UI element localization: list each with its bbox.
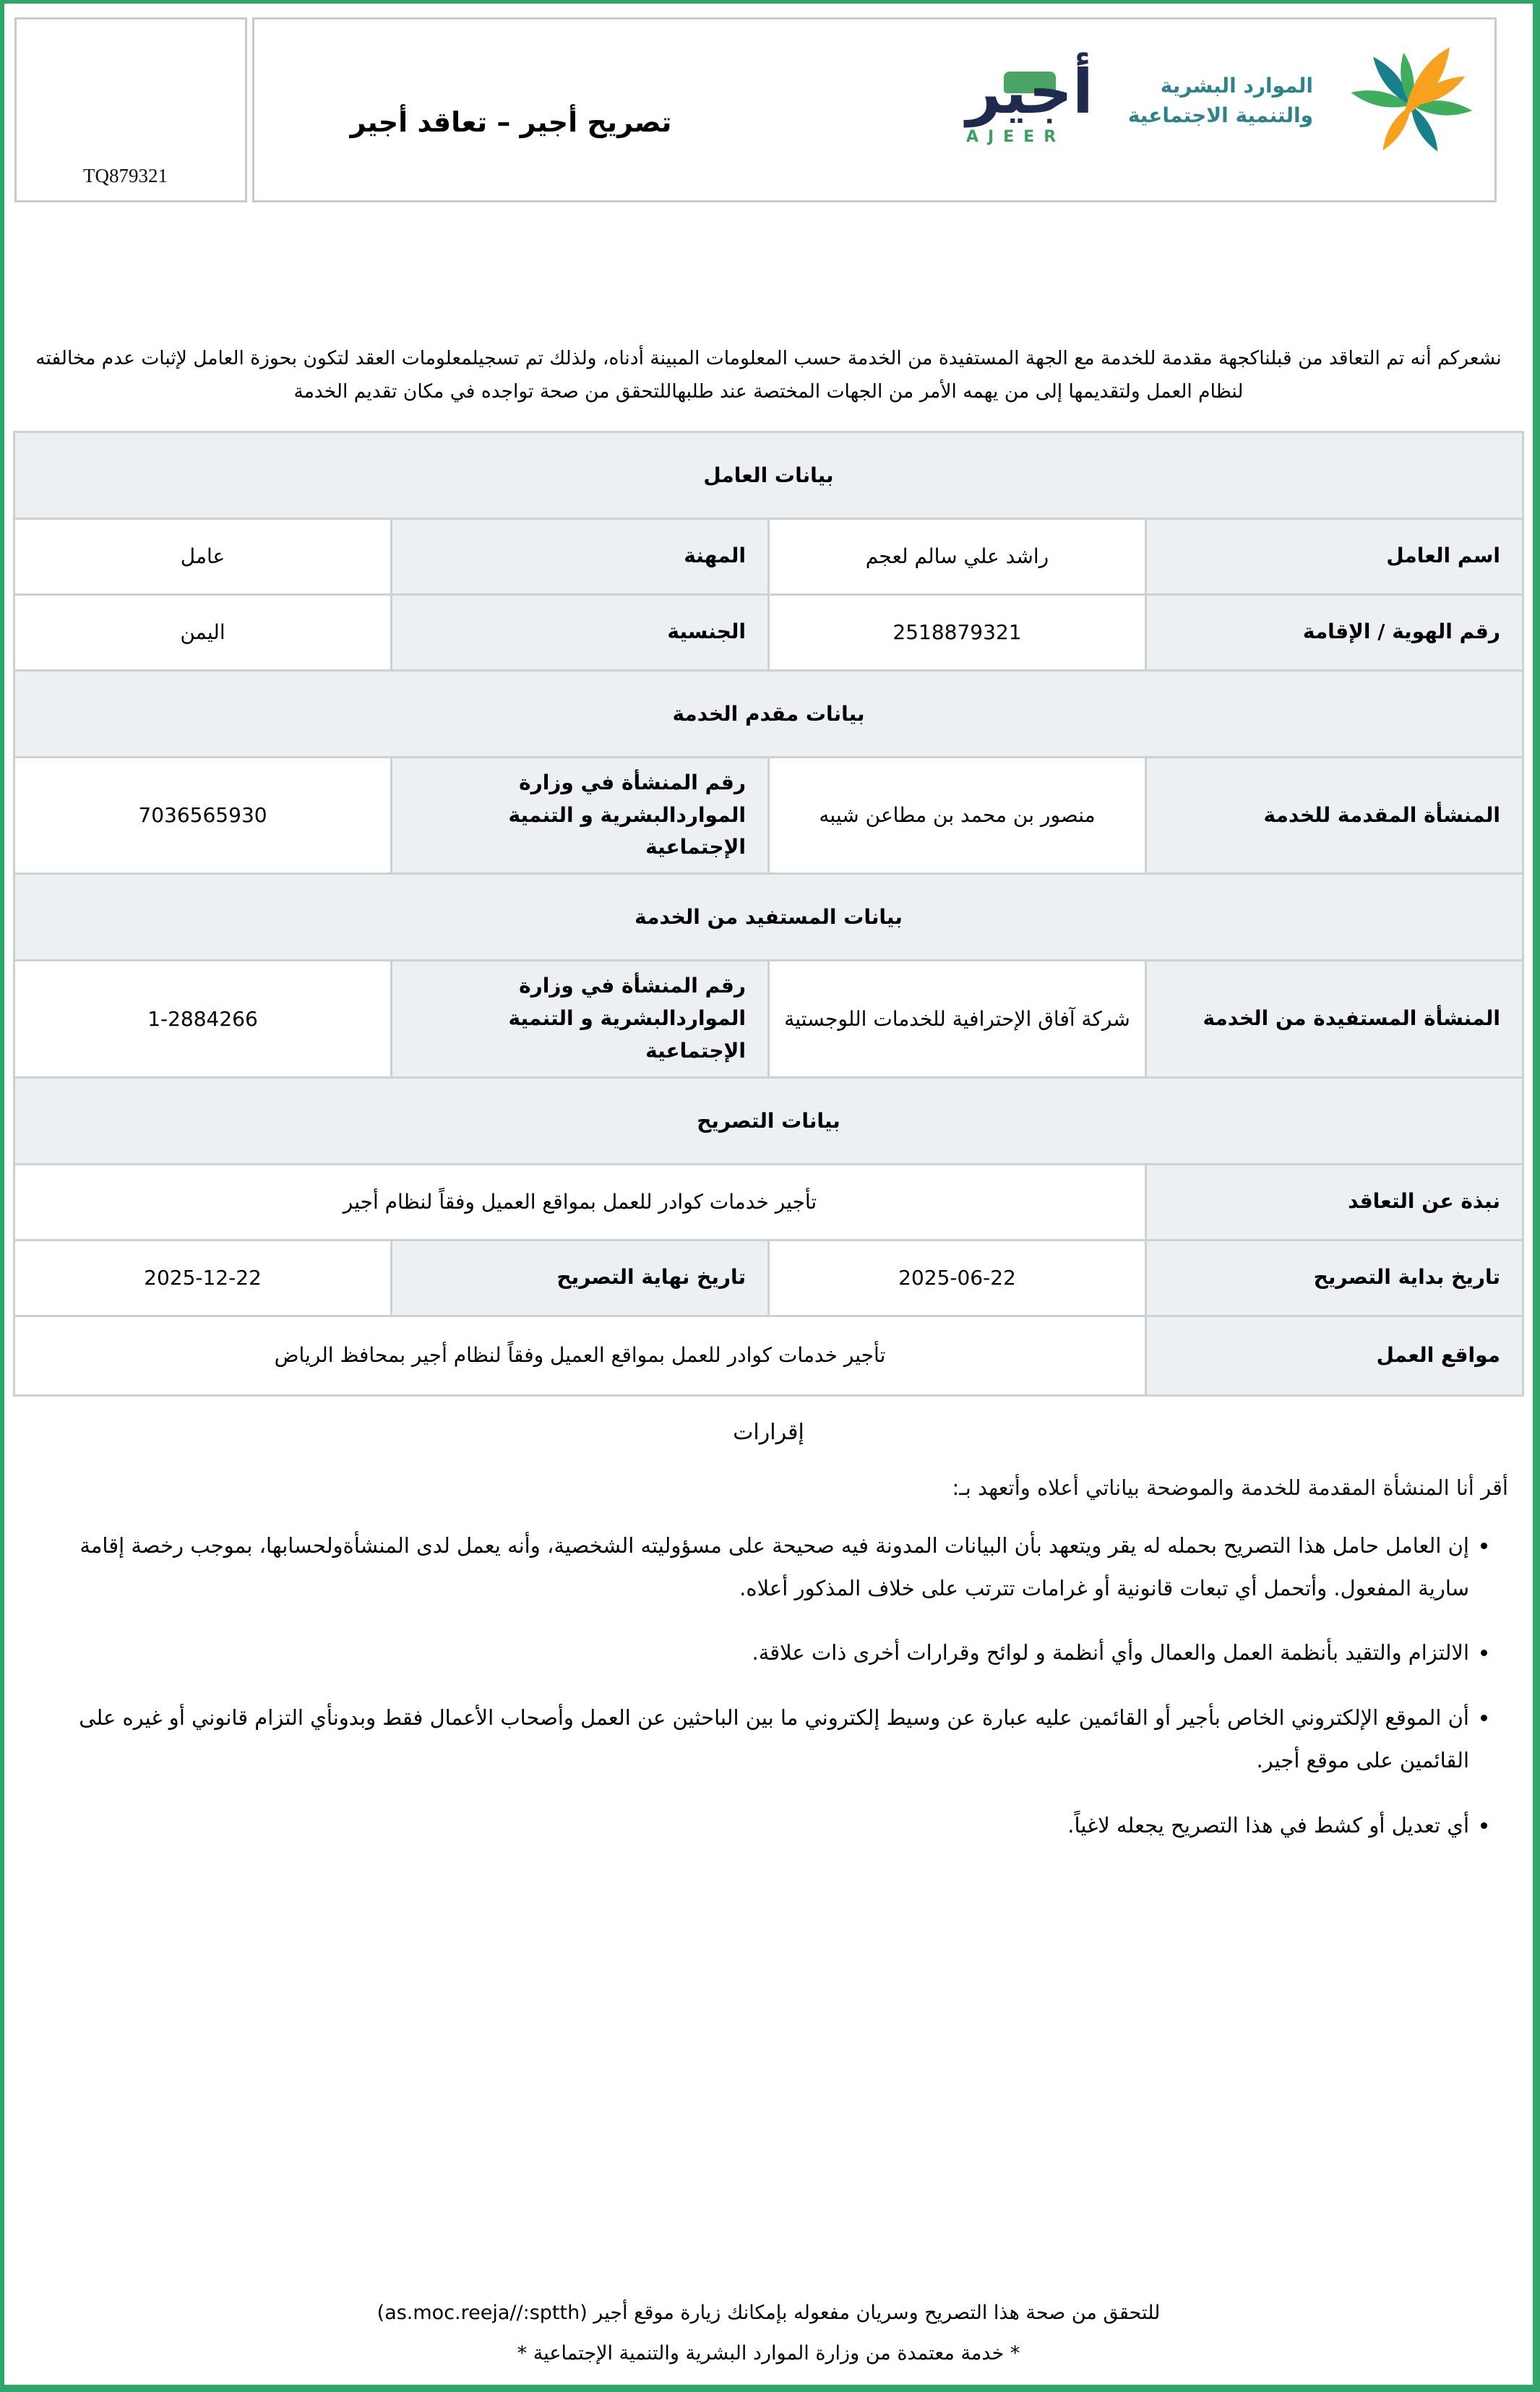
end-date-label: تاريخ نهاية التصريح <box>392 1240 769 1316</box>
ministry-wordmark-line1: الموارد البشرية <box>1160 74 1313 98</box>
ministry-wordmark-line2: والتنمية الاجتماعية <box>1127 103 1313 127</box>
ajeer-logo <box>966 57 1093 146</box>
contract-summary-label: نبذة عن التعاقد <box>1146 1164 1523 1240</box>
footer <box>4 2293 1533 2375</box>
declarations-title: إقرارات <box>733 1419 804 1445</box>
permit-dates-row <box>14 1240 1523 1316</box>
ministry-wordmark <box>1128 72 1313 130</box>
intro-paragraph: نشعركم أنه تم التعاقد من قبلناكجهة مقدمة للخدمة مع الجهة المستفيدة من الخدمة حسب المعلومات المبينة أدناه، ولذلك تم تسجيلمعلومات العقد لتكون بحوزة العامل لإثبات عدم مخالفته لنظام العمل ولتقديمها إلى من يهمه الأمر من الجهات المختصة عند طلبهاللتحقق من صحة تواجده في مكان تقديم الخدمة <box>35 347 1502 403</box>
section-header-permit <box>14 1077 1523 1164</box>
start-date-label: تاريخ بداية التصريح <box>1146 1240 1523 1316</box>
provider-number-value: 7036565930 <box>14 757 392 873</box>
work-locations-row <box>14 1316 1523 1395</box>
contract-summary-value: تأجير خدمات كوادر للعمل بمواقع العميل وفقاً لنظام أجير <box>14 1164 1146 1240</box>
ministry-emblem-icon <box>1348 40 1474 163</box>
profession-label: المهنة <box>392 518 769 594</box>
nationality-value: اليمن <box>14 594 392 670</box>
declaration-item: • أي تعديل أو كشط في هذا التصريح يجعله لاغياً. <box>48 1804 1469 1847</box>
permit-number-box <box>14 17 247 202</box>
beneficiary-establishment-value: شركة آفاق الإحترافية للخدمات اللوجستية <box>769 961 1146 1077</box>
start-date-value: 2025-06-22 <box>769 1240 1146 1316</box>
beneficiary-number-label: رقم المنشأة في وزارة المواردالبشرية و التنمية الإجتماعية <box>392 961 769 1077</box>
beneficiary-number-value: 1-2884266 <box>14 961 392 1077</box>
ajeer-arabic-wordmark: أجير <box>965 56 1093 127</box>
end-date-value: 2025-12-22 <box>14 1240 392 1316</box>
declaration-item: • إن العامل حامل هذا التصريح بحمله له يقر ويتعهد بأن البيانات المدونة فيه صحيحة على مسؤوليته الشخصية، وأنه يعمل لدى المنشأةولحسابها، بموجب رخصة إقامة سارية المفعول. وأتحمل أي تبعات قانونية أو غرامات تترتب على خلاف المذكور أعلاه. <box>48 1525 1469 1611</box>
id-number-value: 2518879321 <box>769 594 1146 670</box>
beneficiary-row <box>14 961 1523 1077</box>
section-header-beneficiary <box>14 874 1523 961</box>
provider-row <box>14 757 1523 873</box>
logo-row <box>966 40 1474 163</box>
declaration-item: • الالتزام والتقيد بأنظمة العمل والعمال وأي أنظمة و لوائح وقرارات أخرى ذات علاقة. <box>48 1632 1469 1674</box>
provider-establishment-label: المنشأة المقدمة للخدمة <box>1146 757 1523 873</box>
declaration-item: • أن الموقع الإلكتروني الخاص بأجير أو القائمين عليه عبارة عن وسيط إلكتروني ما بين الباحثين عن العمل وأصحاب الأعمال فقط وبدونأي التزام قانوني أو غيره على القائمين على موقع أجير. <box>48 1697 1469 1783</box>
worker-name-row <box>14 518 1523 594</box>
page-title: تصريح أجير – تعاقد أجير <box>350 106 672 138</box>
ajeer-latin-wordmark: AJEER <box>965 127 1066 146</box>
permit-section-title: بيانات التصريح <box>14 1077 1523 1164</box>
permit-number: TQ879321 <box>83 165 168 187</box>
work-locations-label: مواقع العمل <box>1146 1316 1523 1395</box>
header <box>14 17 1523 202</box>
worker-section-title: بيانات العامل <box>14 432 1523 518</box>
provider-section-title: بيانات مقدم الخدمة <box>14 670 1523 757</box>
beneficiary-section-title: بيانات المستفيد من الخدمة <box>14 874 1523 961</box>
header-main-box <box>252 17 1497 202</box>
nationality-label: الجنسية <box>392 594 769 670</box>
profession-value: عامل <box>14 518 392 594</box>
declarations-intro: أقر أنا المنشأة المقدمة للخدمة والموضحة بياناتي أعلاه وأتعهد بـ: <box>952 1475 1508 1500</box>
provider-establishment-value: منصور بن محمد بن مطاعن شيبه <box>769 757 1146 873</box>
footer-verification-line: للتحقق من صحة هذا التصريح وسريان مفعوله بإمكانك زيارة موقع أجير (as.moc.reeja//:sptth) <box>377 2301 1161 2324</box>
worker-name-label: اسم العامل <box>1146 518 1523 594</box>
declarations-list <box>48 1525 1500 1848</box>
worker-id-row <box>14 594 1523 670</box>
permit-table <box>13 431 1524 1397</box>
contract-summary-row <box>14 1164 1523 1240</box>
provider-number-label: رقم المنشأة في وزارة المواردالبشرية و التنمية الإجتماعية <box>392 757 769 873</box>
worker-name-value: راشد علي سالم لعجم <box>769 518 1146 594</box>
id-number-label: رقم الهوية / الإقامة <box>1146 594 1523 670</box>
footer-accreditation-line: * خدمة معتمدة من وزارة الموارد البشرية والتنمية الإجتماعية * <box>517 2342 1020 2365</box>
section-header-provider <box>14 670 1523 757</box>
beneficiary-establishment-label: المنشأة المستفيدة من الخدمة <box>1146 961 1523 1077</box>
work-locations-value: تأجير خدمات كوادر للعمل بمواقع العميل وفقاً لنظام أجير بمحافظ الرياض <box>14 1316 1146 1395</box>
section-header-worker <box>14 432 1523 518</box>
